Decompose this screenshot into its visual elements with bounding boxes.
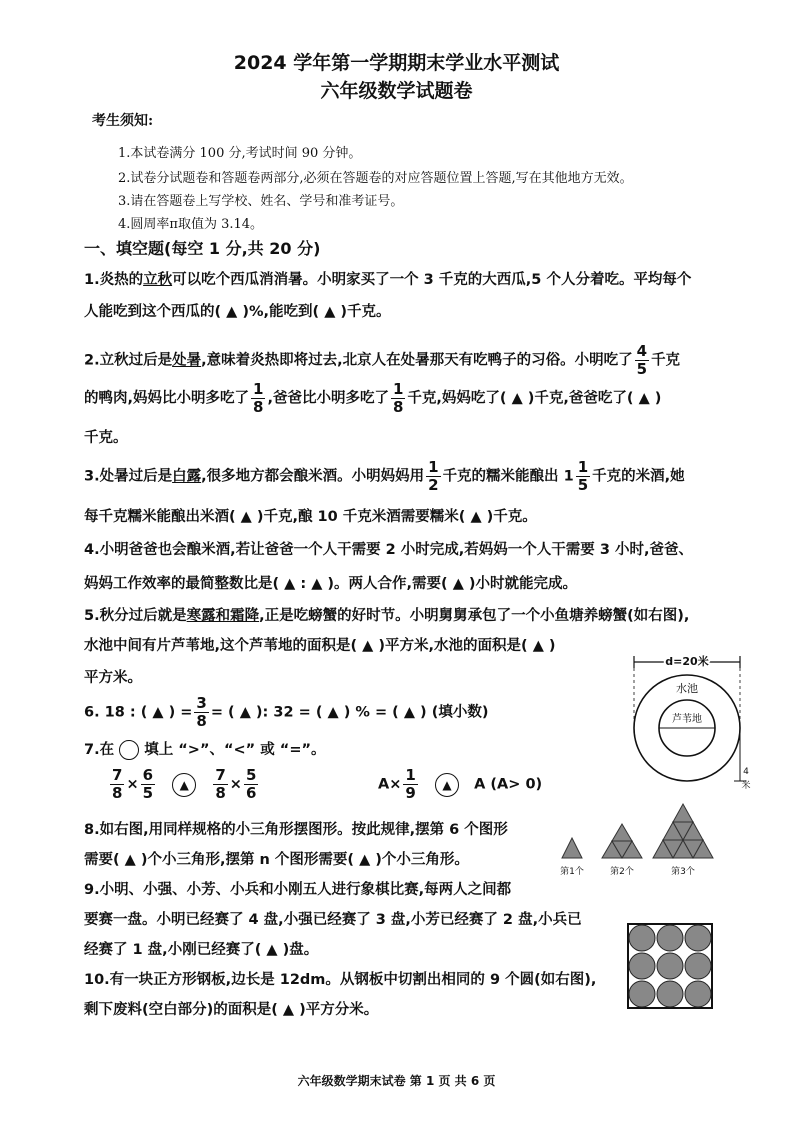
small-triangle <box>673 804 693 822</box>
section-heading-fill-in: 一、填空题(每空 1 分,共 20 分) <box>84 239 321 258</box>
fraction: $\frac{4}{5}$ <box>636 342 648 378</box>
fraction: $\frac{1}{5}$ <box>577 458 589 494</box>
question-8-line-1: 8.如右图,用同样规格的小三角形摆图形。按此规律,摆第 6 个图形 <box>84 822 508 838</box>
question-4-line-2: 妈妈工作效率的最简整数比是( ▲ : ▲ )。两人合作,需要( ▲ )小时就能完成。 <box>84 576 578 592</box>
notice-item-4: 4.圆周率π取值为 3.14。 <box>118 217 264 232</box>
question-3-line-2: 每千克糯米能酿出米酒( ▲ )千克,酿 10 千克米酒需要糯米( ▲ )千克。 <box>84 509 537 525</box>
fraction: $\frac{1}{8}$ <box>253 380 264 416</box>
cut-circle <box>657 981 683 1007</box>
fraction: $\frac{1}{9}$ <box>405 766 416 802</box>
cut-circle <box>657 925 683 951</box>
question-2-line-2: 的鸭肉,妈妈比小明多吃了 $\frac{1}{8}$ ,爸爸比小明多吃了 $\frac{1}{8}$ 千克,妈妈吃了( ▲ )千克,爸爸吃了( ▲ ) <box>84 380 662 416</box>
reed-label: 芦苇地 <box>672 714 702 725</box>
question-3-line-1: 3.处暑过后是白露,很多地方都会酿米酒。小明妈妈用 $\frac{1}{2}$ 千克的糯米能酿出 1 $\frac{1}{5}$ 千克的米酒,她 <box>84 458 685 494</box>
fraction: $\frac{7}{8}$ <box>112 766 123 802</box>
pond-figure <box>622 650 752 800</box>
question-1-line-1: 1.炎热的立秋可以吃个西瓜消消暑。小明家买了一个 3 千克的大西瓜,5 个人分着吃。平均每个 <box>84 272 692 288</box>
exam-title-line2: 六年级数学试题卷 <box>320 80 473 102</box>
figure-3-label: 第3个 <box>671 867 695 877</box>
steel-plate-figure <box>626 922 716 1012</box>
figure-2-label: 第2个 <box>610 867 634 877</box>
small-triangle <box>562 838 582 858</box>
question-7-instruction: 7.在 填上 “>”、“<” 或 “=”。 <box>84 742 326 758</box>
cut-circle <box>685 953 711 979</box>
fraction: $\frac{7}{8}$ <box>215 766 226 802</box>
question-4-line-1: 4.小明爸爸也会酿米酒,若让爸爸一个人干需要 2 小时完成,若妈妈一个人干需要 3 小时,爸爸、 <box>84 542 693 558</box>
small-triangle <box>612 824 632 841</box>
question-2-line-3: 千克。 <box>84 430 128 446</box>
page-footer: 六年级数学期末试卷 第 1 页 共 6 页 <box>297 1074 496 1088</box>
question-1-line-2: 人能吃到这个西瓜的( ▲ )%,能吃到( ▲ )千克。 <box>84 304 391 320</box>
fraction: $\frac{5}{6}$ <box>245 766 257 802</box>
notice-item-3: 3.请在答题卷上写学校、姓名、学号和准考证号。 <box>118 194 404 209</box>
question-5-line-1: 5.秋分过后就是寒露和霜降,正是吃螃蟹的好时节。小明舅舅承包了一个小鱼塘养螃蟹(如右图), <box>84 608 690 624</box>
answer-circle-triangle-icon: ▲ <box>172 773 196 797</box>
cut-circle <box>629 953 655 979</box>
exam-title-line1: 2024 学年第一学期期末学业水平测试 <box>233 52 560 74</box>
diameter-label: d=20米 <box>665 655 709 668</box>
cut-circle <box>685 981 711 1007</box>
width-label-unit: 米 <box>741 781 751 791</box>
fraction: $\frac{3}{8}$ <box>196 694 207 730</box>
question-9-line-3: 经赛了 1 盘,小刚已经赛了( ▲ )盘。 <box>84 942 319 958</box>
question-7-expression-1: $\frac{7}{8}$ × $\frac{6}{5}$ ▲ $\frac{7}{8}$ × $\frac{5}{6}$ <box>112 766 257 802</box>
cut-circle <box>629 925 655 951</box>
question-10-line-1: 10.有一块正方形钢板,边长是 12dm。从钢板中切割出相同的 9 个圆(如右图), <box>84 972 597 988</box>
cut-circle <box>657 953 683 979</box>
triangle-pattern-figure <box>556 800 736 880</box>
question-10-line-2: 剩下废料(空白部分)的面积是( ▲ )平方分米。 <box>84 1002 379 1018</box>
pool-label: 水池 <box>676 682 698 695</box>
question-8-line-2: 需要( ▲ )个小三角形,摆第 n 个图形需要( ▲ )个小三角形。 <box>84 852 469 868</box>
notice-heading: 考生须知: <box>92 113 154 129</box>
cut-circle <box>685 925 711 951</box>
fraction: $\frac{6}{5}$ <box>142 766 154 802</box>
question-6: 6. 18 : ( ▲ ) = $\frac{3}{8}$ = ( ▲ ): 32 = ( ▲ ) % = ( ▲ ) (填小数) <box>84 694 489 730</box>
question-9-line-2: 要赛一盘。小明已经赛了 4 盘,小强已经赛了 3 盘,小芳已经赛了 2 盘,小兵已 <box>84 912 582 928</box>
question-5-line-3: 平方米。 <box>84 670 142 686</box>
notice-item-2: 2.试卷分试题卷和答题卷两部分,必须在答题卷的对应答题位置上答题,写在其他地方无效。 <box>118 171 633 186</box>
question-9-line-1: 9.小明、小强、小芳、小兵和小刚五人进行象棋比赛,每两人之间都 <box>84 882 512 898</box>
fraction: $\frac{1}{8}$ <box>392 380 404 416</box>
question-5-line-2: 水池中间有片芦苇地,这个芦苇地的面积是( ▲ )平方米,水池的面积是( ▲ ) <box>84 638 556 654</box>
blank-circle-icon <box>119 740 139 760</box>
width-label-number: 4 <box>743 767 749 777</box>
answer-circle-triangle-icon: ▲ <box>435 773 459 797</box>
fraction: $\frac{1}{2}$ <box>428 458 439 494</box>
question-7-expression-2: A× $\frac{1}{9}$ ▲ A (A> 0) <box>378 766 543 802</box>
notice-item-1: 1.本试卷满分 100 分,考试时间 90 分钟。 <box>118 146 362 161</box>
cut-circle <box>629 981 655 1007</box>
figure-1-label: 第1个 <box>560 867 584 877</box>
question-2-line-1: 2.立秋过后是处暑,意味着炎热即将过去,北京人在处暑那天有吃鸭子的习俗。小明吃了 $\frac{4}{5}$ 千克 <box>84 342 681 378</box>
